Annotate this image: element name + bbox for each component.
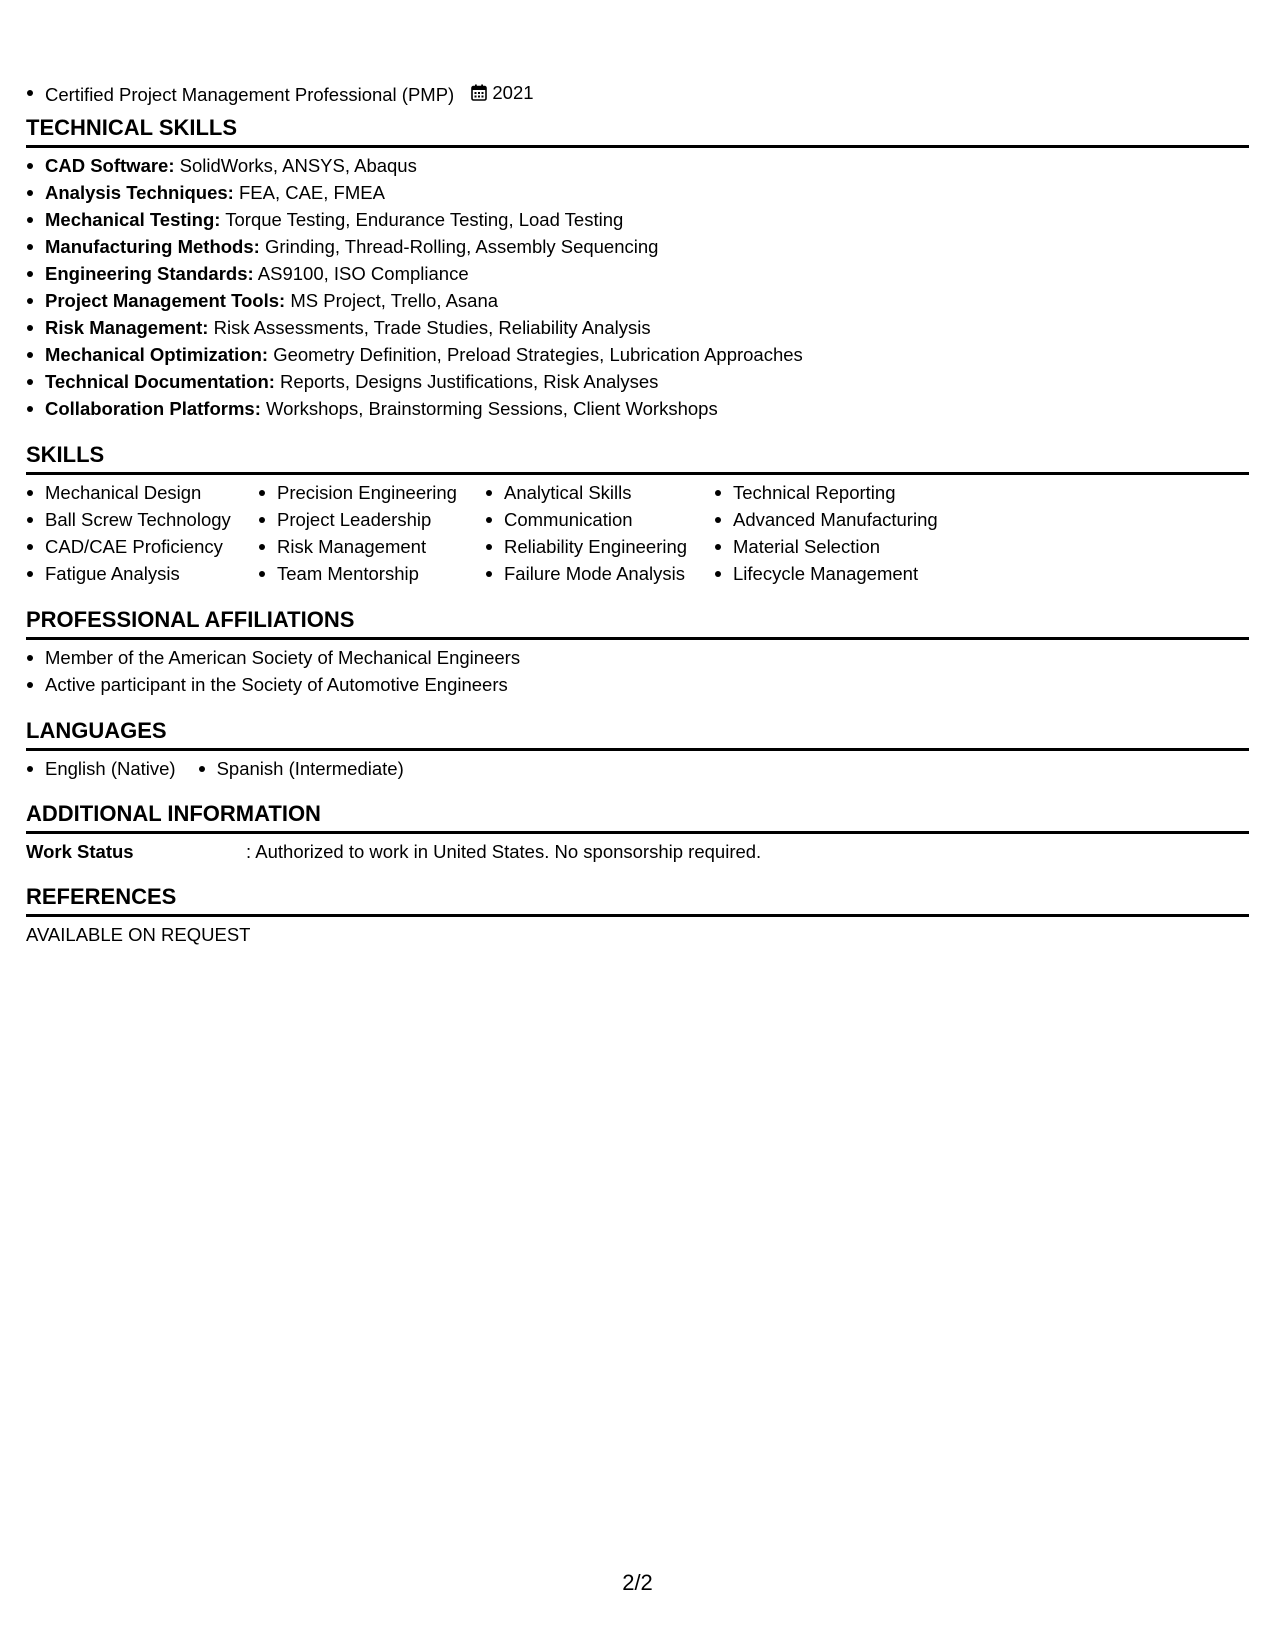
languages-list bbox=[26, 755, 1249, 782]
skill-item: Material Selection bbox=[714, 533, 954, 560]
work-status-row bbox=[26, 838, 1249, 865]
certification-name: Certified Project Management Professional (PMP) bbox=[45, 84, 455, 105]
skill-item: Reliability Engineering bbox=[485, 533, 692, 560]
technical-skill-label: Analysis Techniques: bbox=[45, 182, 234, 203]
technical-skill-item bbox=[26, 206, 1249, 233]
technical-skill-value: Torque Testing, Endurance Testing, Load Testing bbox=[225, 209, 624, 230]
skill-item: Team Mentorship bbox=[258, 560, 463, 587]
language-item: Spanish (Intermediate) bbox=[198, 755, 404, 782]
technical-skill-item bbox=[26, 260, 1249, 287]
technical-skills-section bbox=[26, 114, 1249, 422]
skills-column bbox=[485, 479, 692, 587]
page-number: 2/2 bbox=[622, 1570, 653, 1595]
skill-item: Precision Engineering bbox=[258, 479, 463, 506]
calendar-icon bbox=[471, 84, 487, 101]
technical-skill-item bbox=[26, 368, 1249, 395]
work-status-value: : Authorized to work in United States. No sponsorship required. bbox=[246, 841, 762, 862]
technical-skill-item bbox=[26, 179, 1249, 206]
technical-skill-value: SolidWorks, ANSYS, Abaqus bbox=[179, 155, 417, 176]
skills-grid bbox=[26, 479, 1249, 587]
technical-skill-item bbox=[26, 233, 1249, 260]
skill-item: Failure Mode Analysis bbox=[485, 560, 692, 587]
technical-skill-item bbox=[26, 314, 1249, 341]
technical-skill-item bbox=[26, 152, 1249, 179]
section-title-languages: LANGUAGES bbox=[26, 717, 1249, 751]
section-title-references: REFERENCES bbox=[26, 883, 1249, 917]
technical-skills-list bbox=[26, 152, 1249, 422]
technical-skill-label: Manufacturing Methods: bbox=[45, 236, 260, 257]
technical-skill-label: Collaboration Platforms: bbox=[45, 398, 261, 419]
technical-skill-value: FEA, CAE, FMEA bbox=[238, 182, 385, 203]
section-title-technical-skills: TECHNICAL SKILLS bbox=[26, 114, 1249, 148]
skill-item: Mechanical Design bbox=[26, 479, 236, 506]
references-text: AVAILABLE ON REQUEST bbox=[26, 924, 251, 945]
affiliation-item: Active participant in the Society of Automotive Engineers bbox=[26, 671, 1249, 698]
technical-skill-label: Engineering Standards: bbox=[45, 263, 254, 284]
affiliation-item: Member of the American Society of Mechanical Engineers bbox=[26, 644, 1249, 671]
technical-skill-value: Risk Assessments, Trade Studies, Reliability Analysis bbox=[213, 317, 651, 338]
certifications-list bbox=[26, 79, 534, 108]
skills-column bbox=[26, 479, 236, 587]
technical-skill-label: Mechanical Testing: bbox=[45, 209, 221, 230]
technical-skill-item bbox=[26, 395, 1249, 422]
skill-item: CAD/CAE Proficiency bbox=[26, 533, 236, 560]
affiliations-list bbox=[26, 644, 1249, 698]
technical-skill-label: Project Management Tools: bbox=[45, 290, 286, 311]
skill-item: Ball Screw Technology bbox=[26, 506, 236, 533]
technical-skill-value: AS9100, ISO Compliance bbox=[257, 263, 469, 284]
skills-section bbox=[26, 441, 1249, 587]
skills-column bbox=[714, 479, 954, 587]
languages-section bbox=[26, 717, 1249, 782]
certification-year: 2021 bbox=[492, 82, 534, 103]
language-item: English (Native) bbox=[26, 755, 176, 782]
technical-skill-value: Geometry Definition, Preload Strategies, Lubrication Approaches bbox=[273, 344, 803, 365]
additional-information-section bbox=[26, 800, 1249, 865]
skill-item: Analytical Skills bbox=[485, 479, 692, 506]
technical-skill-item bbox=[26, 287, 1249, 314]
technical-skill-label: Technical Documentation: bbox=[45, 371, 275, 392]
skill-item: Project Leadership bbox=[258, 506, 463, 533]
certification-date bbox=[471, 79, 533, 106]
technical-skill-label: CAD Software: bbox=[45, 155, 175, 176]
skill-item: Communication bbox=[485, 506, 692, 533]
technical-skill-item bbox=[26, 341, 1249, 368]
technical-skill-value: MS Project, Trello, Asana bbox=[290, 290, 499, 311]
technical-skill-value: Workshops, Brainstorming Sessions, Client Workshops bbox=[266, 398, 718, 419]
technical-skill-label: Mechanical Optimization: bbox=[45, 344, 269, 365]
references-section bbox=[26, 883, 1249, 948]
affiliations-section bbox=[26, 606, 1249, 698]
certification-item bbox=[26, 79, 534, 108]
technical-skill-label: Risk Management: bbox=[45, 317, 209, 338]
technical-skill-value: Grinding, Thread-Rolling, Assembly Sequencing bbox=[264, 236, 659, 257]
work-status-label: Work Status bbox=[26, 841, 134, 862]
technical-skill-value: Reports, Designs Justifications, Risk Analyses bbox=[280, 371, 659, 392]
section-title-affiliations: PROFESSIONAL AFFILIATIONS bbox=[26, 606, 1249, 640]
skill-item: Lifecycle Management bbox=[714, 560, 954, 587]
skill-item: Fatigue Analysis bbox=[26, 560, 236, 587]
skill-item: Technical Reporting bbox=[714, 479, 954, 506]
skill-item: Advanced Manufacturing bbox=[714, 506, 954, 533]
section-title-skills: SKILLS bbox=[26, 441, 1249, 475]
skills-column bbox=[258, 479, 463, 587]
section-title-additional-information: ADDITIONAL INFORMATION bbox=[26, 800, 1249, 834]
skill-item: Risk Management bbox=[258, 533, 463, 560]
